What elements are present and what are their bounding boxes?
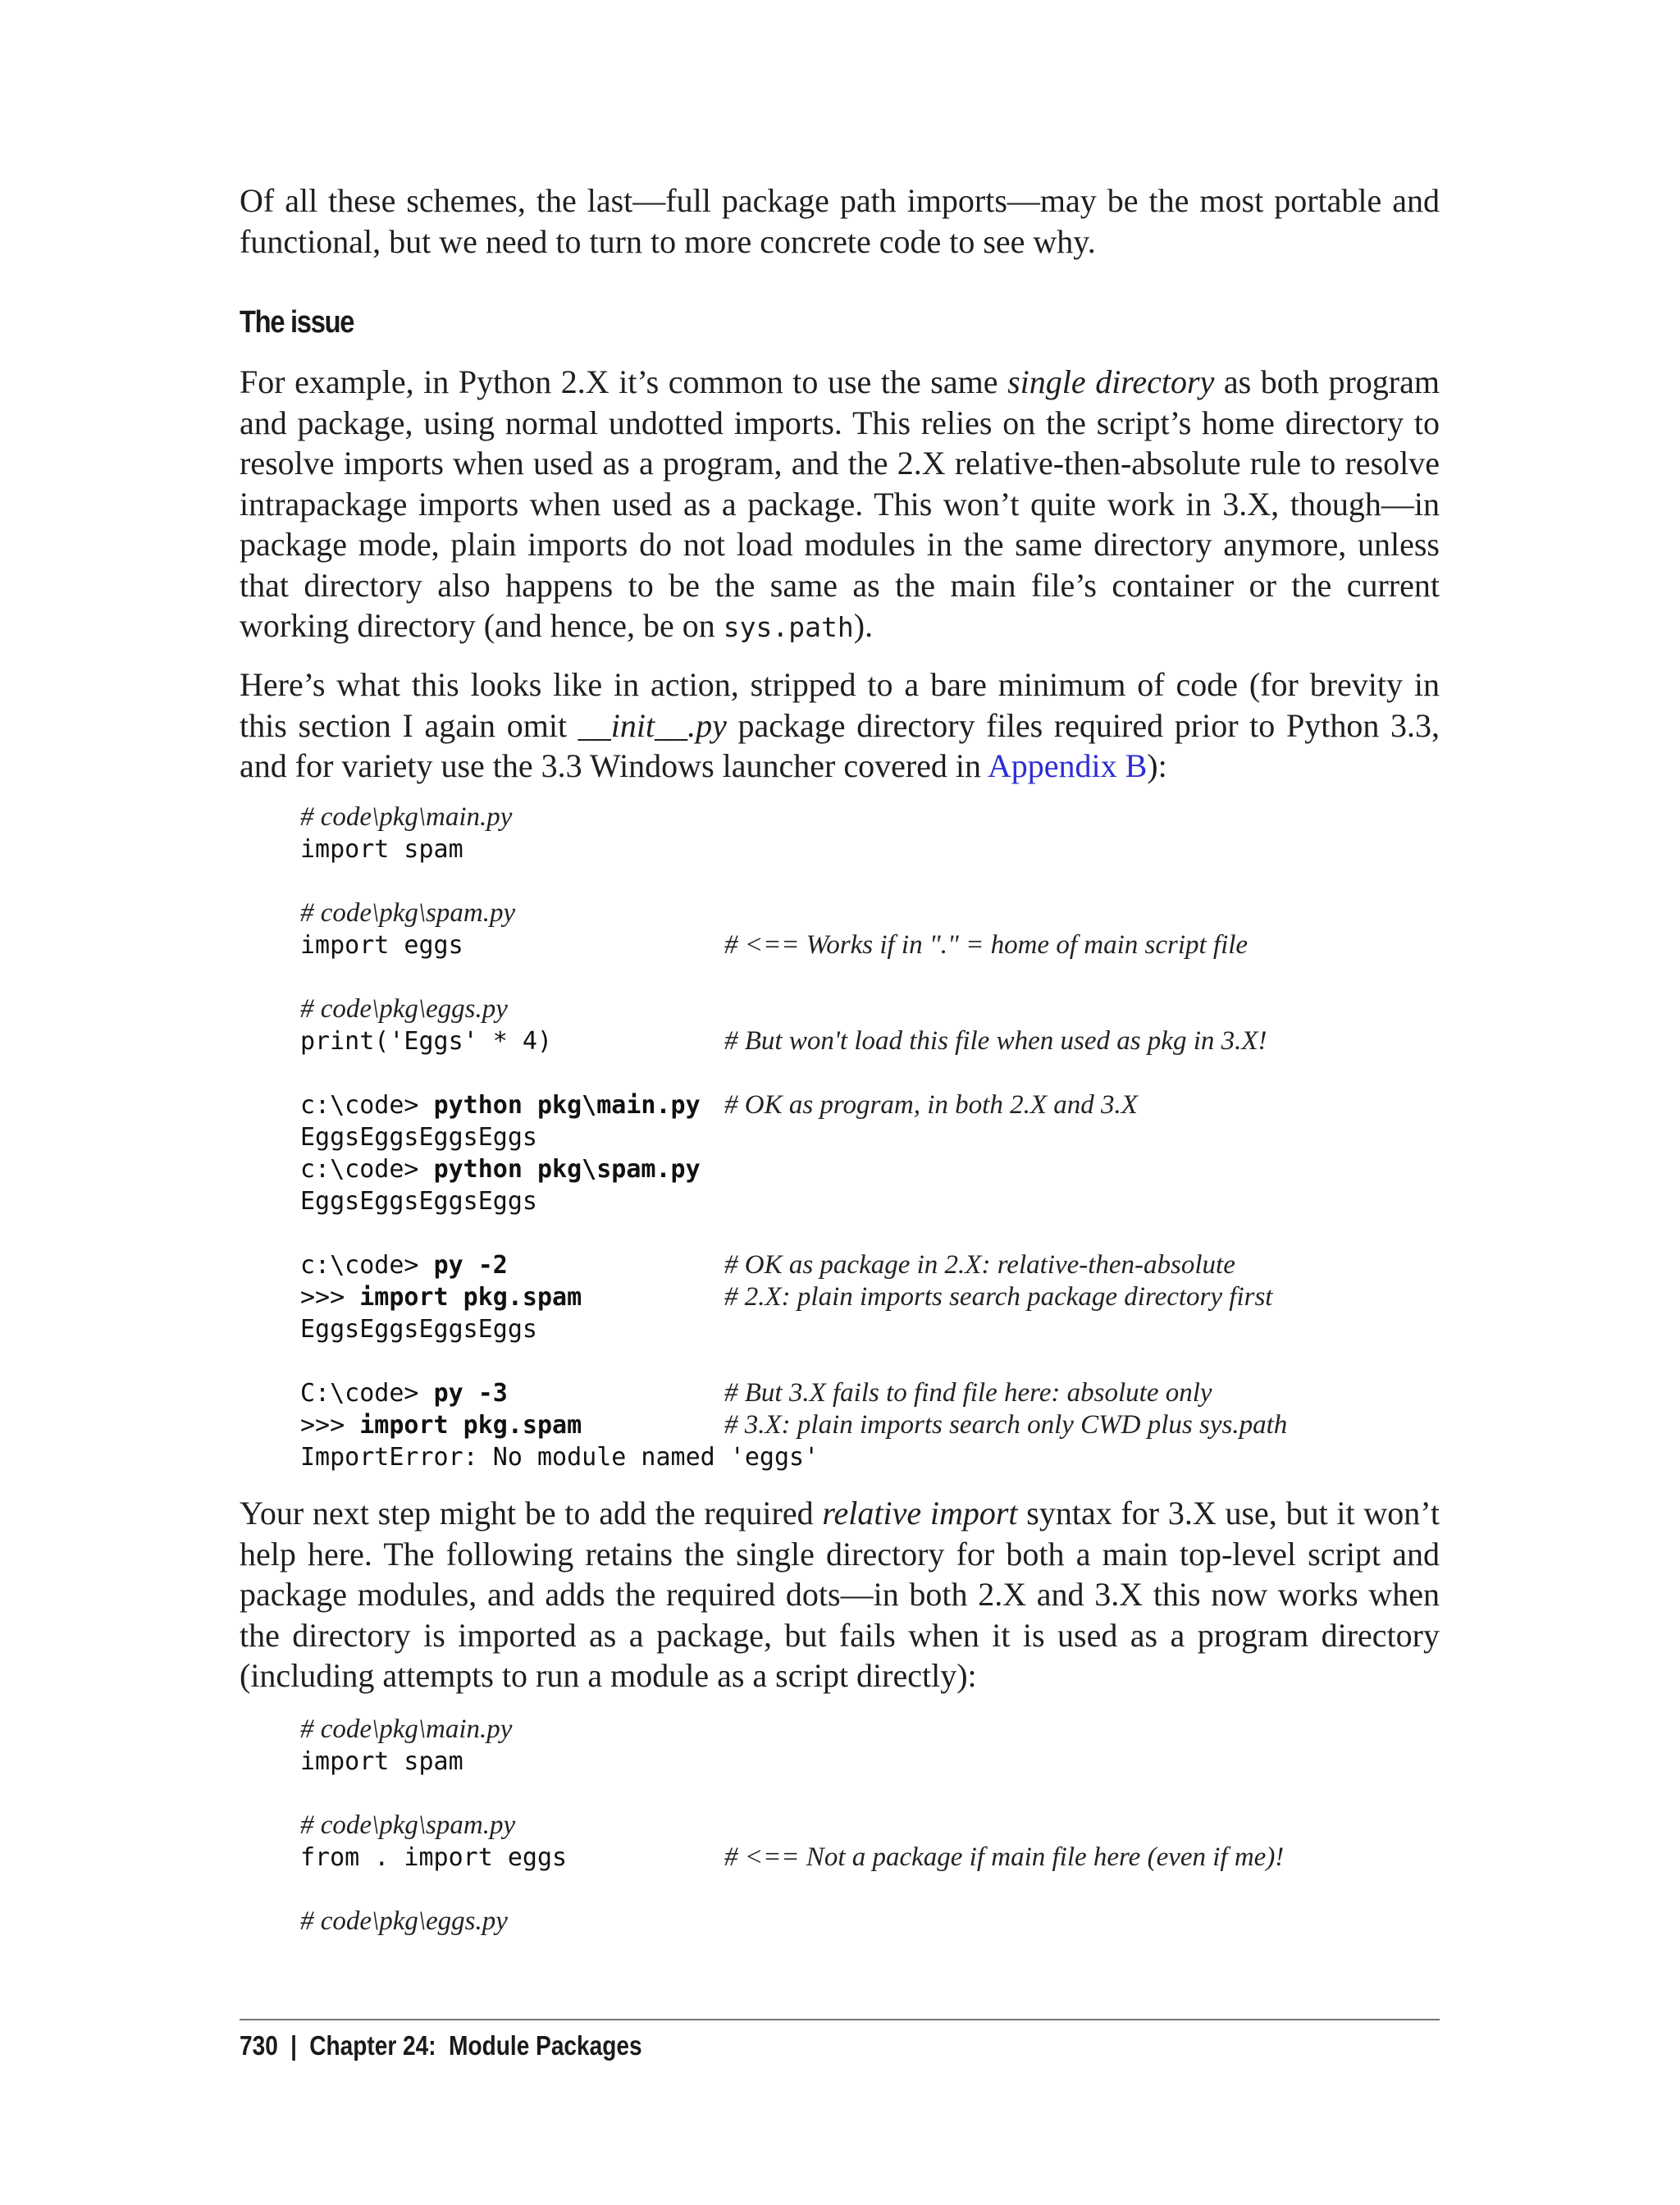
page-footer	[240, 2030, 642, 2061]
code-line	[300, 1714, 512, 1746]
paragraph-relative-import-text-2: syntax for 3.X use, but it won’t help here. The following retains the single directory for both a main top-level script and package modules, and adds the required dots—in both 2.X and 3.X this now works when the directory is imported as a package, but fails when it is used as a program directory (including attempts to run a module as a script directly):	[240, 1495, 1440, 1694]
paragraph-example	[240, 664, 1440, 787]
code-line	[300, 929, 1249, 961]
paragraph-relative-import-text: Your next step might be to add the required	[240, 1495, 823, 1532]
code-text	[300, 1251, 508, 1280]
emphasis-relative-import: relative import	[822, 1495, 1018, 1532]
code-line	[300, 1121, 537, 1153]
code-plain: C:\code>	[300, 1379, 434, 1408]
code-line	[300, 1153, 701, 1185]
paragraph-issue-text: For example, in Python 2.X it’s common to use the same	[240, 363, 1008, 400]
code-line	[300, 1842, 1285, 1874]
code-plain: EggsEggsEggsEggs	[300, 1187, 537, 1216]
inline-code-sys-path: sys.path	[723, 611, 854, 643]
code-file-comment: # code\pkg\main.py	[300, 802, 513, 832]
code-line	[300, 1441, 819, 1473]
page-number: 730	[240, 2030, 278, 2061]
code-text	[300, 1091, 701, 1120]
code-plain: EggsEggsEggsEggs	[300, 1123, 537, 1152]
code-plain: c:\code>	[300, 1091, 434, 1120]
code-command: python pkg\main.py	[433, 1091, 701, 1120]
paragraph-example-text-3: ):	[1147, 747, 1167, 784]
footer-separator: |	[290, 2030, 297, 2061]
code-text	[300, 1123, 537, 1152]
paragraph-intro-text: Of all these schemes, the last—full package path imports—may be the most portable and functional, but we need to turn to more concrete code to see why.	[240, 182, 1440, 260]
code-plain: EggsEggsEggsEggs	[300, 1315, 537, 1344]
code-line	[300, 801, 512, 833]
code-text	[300, 1843, 567, 1872]
section-subheading: The issue	[240, 305, 354, 340]
code-command: py -3	[433, 1379, 508, 1408]
code-file-comment: # code\pkg\eggs.py	[300, 994, 508, 1024]
code-line	[300, 1281, 1273, 1313]
code-line	[300, 1089, 1138, 1121]
code-file-comment: # code\pkg\spam.py	[300, 1810, 516, 1840]
code-command: import pkg.spam	[359, 1283, 582, 1312]
code-inline-comment: # <== Works if in "." = home of main script file	[724, 930, 1249, 960]
paragraph-relative-import	[240, 1493, 1440, 1696]
code-text	[300, 1411, 582, 1440]
code-inline-comment: # 3.X: plain imports search only CWD plus sys.path	[724, 1410, 1288, 1440]
code-line	[300, 1025, 1267, 1057]
code-text	[300, 931, 463, 960]
code-line	[300, 1810, 515, 1842]
code-text	[300, 1379, 508, 1408]
code-inline-comment: # But won't load this file when used as pkg in 3.X!	[724, 1026, 1267, 1056]
code-line	[300, 1409, 1288, 1441]
paragraph-intro	[240, 180, 1440, 262]
chapter-title: Chapter 24: Module Packages	[309, 2030, 642, 2061]
code-line	[300, 1906, 508, 1938]
code-line	[300, 1377, 1212, 1409]
code-text	[300, 1187, 537, 1216]
code-line	[300, 1185, 537, 1217]
code-line	[300, 1249, 1235, 1281]
code-plain: import spam	[300, 1747, 463, 1776]
emphasis-init-py: __init__.py	[578, 706, 727, 744]
code-inline-comment: # <== Not a package if main file here (even if me)!	[724, 1842, 1285, 1872]
code-text	[300, 1027, 552, 1056]
code-command: python pkg\spam.py	[433, 1155, 701, 1184]
code-plain: >>>	[300, 1411, 360, 1440]
paragraph-example-text: Here’s what this looks like in action, stripped to a bare minimum of code (for brevity in this section I again omit	[240, 666, 1440, 744]
code-inline-comment: # OK as program, in both 2.X and 3.X	[724, 1090, 1138, 1120]
paragraph-issue	[240, 362, 1440, 648]
paragraph-issue-text-3: ).	[853, 607, 874, 644]
emphasis-single-directory: single directory	[1007, 363, 1215, 400]
code-plain: from . import eggs	[300, 1843, 568, 1872]
code-text	[300, 1747, 463, 1776]
code-file-comment: # code\pkg\main.py	[300, 1714, 513, 1744]
code-file-comment: # code\pkg\spam.py	[300, 898, 516, 928]
code-plain: import eggs	[300, 931, 463, 960]
code-command: import pkg.spam	[359, 1411, 582, 1440]
code-text	[300, 1283, 582, 1312]
paragraph-example-text-2: package directory files required prior to Python 3.3, and for variety use the 3.3 Windows launcher covered in	[240, 706, 1440, 784]
code-plain: c:\code>	[300, 1251, 434, 1280]
footer-rule	[240, 2019, 1440, 2020]
code-line	[300, 897, 515, 929]
code-inline-comment: # But 3.X fails to find file here: absolute only	[724, 1378, 1212, 1408]
code-line	[300, 1313, 537, 1345]
code-plain: import spam	[300, 835, 463, 864]
code-file-comment: # code\pkg\eggs.py	[300, 1906, 508, 1936]
code-plain: ImportError: No module named 'eggs'	[300, 1443, 819, 1472]
code-inline-comment: # 2.X: plain imports search package directory first	[724, 1282, 1273, 1312]
code-inline-comment: # OK as package in 2.X: relative-then-absolute	[724, 1250, 1235, 1280]
code-text	[300, 835, 463, 864]
code-line	[300, 833, 463, 865]
code-plain: >>>	[300, 1283, 360, 1312]
code-text	[300, 1443, 819, 1472]
code-plain: c:\code>	[300, 1155, 434, 1184]
code-command: py -2	[433, 1251, 508, 1280]
code-plain: print('Eggs' * 4)	[300, 1027, 553, 1056]
paragraph-issue-text-2: as both program and package, using normal undotted imports. This relies on the script’s home directory to resolve imports when used as a program, and the 2.X relative-then-absolute rule to resolve intrapackage imports when used as a package. This won’t quite work in 3.X, though—in package mode, plain imports do not load modules in the same directory anymore, unless that directory also happens to be the same as the main file’s container or the current working directory (and hence, be on	[240, 363, 1440, 644]
code-line	[300, 1746, 463, 1778]
code-text	[300, 1155, 701, 1184]
appendix-b-link[interactable]: Appendix B	[987, 747, 1148, 784]
code-line	[300, 993, 508, 1025]
code-text	[300, 1315, 537, 1344]
